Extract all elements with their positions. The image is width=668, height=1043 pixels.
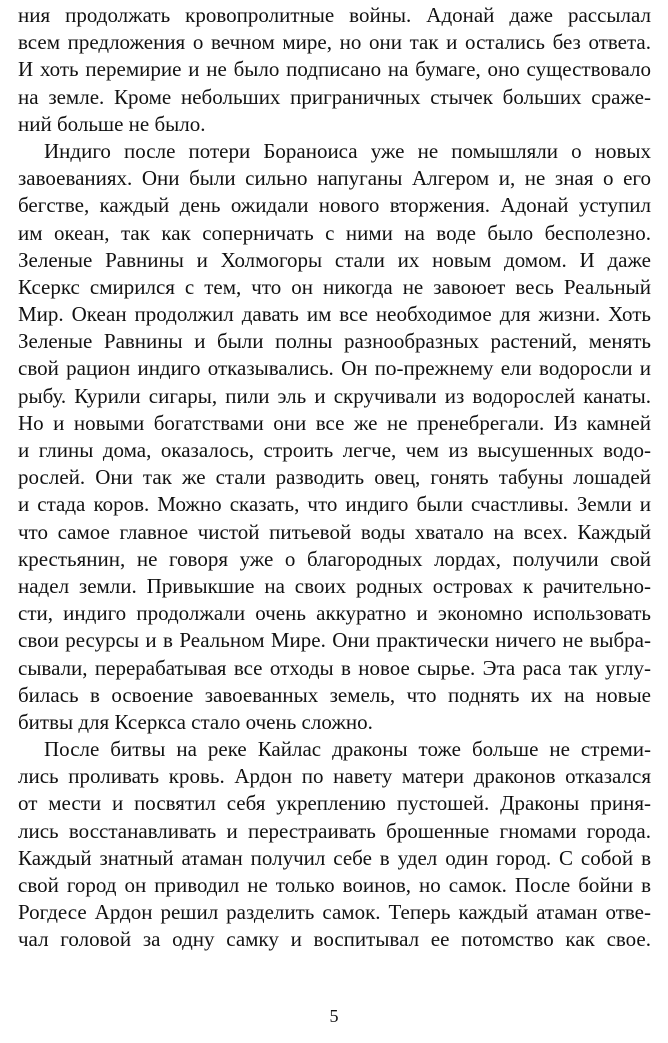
text-line: лись проливать кровь. Ардон по навету матери драконов отказался [18, 764, 651, 789]
paragraph [18, 138, 651, 736]
paragraph [18, 2, 651, 138]
text-line: рыбу. Курили сигары, пили эль и скручивали из водорослей канаты. [18, 383, 651, 408]
text-line: Ксеркс смирился с тем, что он никогда не завоюет весь Реальный [18, 274, 651, 299]
text-line: от мести и посвятил себя укреплению пустошей. Драконы приня- [18, 791, 651, 816]
text-line: битвы для Ксеркса стало очень сложно. [18, 709, 373, 734]
text-line: и глины дома, оказалось, строить легче, чем из высушенных водо- [18, 438, 651, 462]
text-line: всем предложения о вечном мире, но они так и остались без ответа. [18, 30, 651, 55]
text-line: свои ресурсы и в Реальном Мире. Они практически ничего не выбра- [18, 628, 651, 653]
text-line: сывали, перерабатывая все отходы в новое сырье. Эта раса так углу- [18, 655, 651, 680]
text-line: билась в освоение завоеванных земель, что поднять их на новые [18, 682, 651, 707]
text-line: крестьянин, не говоря уже о благородных лордах, получили свой [18, 546, 651, 571]
text-line: на земле. Кроме небольших приграничных стычек больших сраже- [18, 84, 651, 109]
text-line: бегстве, каждый день ожидали нового вторжения. Адонай уступил [18, 193, 651, 218]
text-line: После битвы на реке Кайлас драконы тоже больше не стреми- [44, 737, 651, 762]
page-body [18, 2, 651, 954]
text-line: Рогдесе Ардон решил разделить самок. Теперь каждый атаман отве- [18, 900, 651, 925]
text-line: сти, индиго продолжали очень аккуратно и экономно использовать [18, 601, 651, 626]
text-line: Зеленые Равнины и были полны разнообразных растений, менять [18, 329, 651, 354]
text-line: свой город он приводил не только воинов, но самок. После бойни в [18, 873, 651, 897]
text-line: ний больше не было. [18, 111, 206, 136]
text-line: что самое главное чистой питьевой воды хватало на всех. Каждый [18, 519, 651, 544]
text-line: чал головой за одну самку и воспитывал ее потомство как свое. [18, 927, 651, 952]
paragraph [18, 736, 651, 954]
text-line: И хоть перемирие и не было подписано на бумаге, оно существовало [18, 57, 651, 82]
text-line: лись восстанавливать и перестраивать брошенные гномами города. [18, 818, 651, 843]
text-line: Зеленые Равнины и Холмогоры стали их новым домом. И даже [18, 247, 651, 272]
text-line: завоеваниях. Они были сильно напуганы Алгером и, не зная о его [18, 166, 651, 191]
text-line: ния продолжать кровопролитные войны. Адонай даже рассылал [18, 3, 651, 27]
text-line: и стада коров. Можно сказать, что индиго были счастливы. Земли и [18, 492, 651, 517]
text-line: Мир. Океан продолжил давать им все необходимое для жизни. Хоть [18, 302, 651, 327]
text-line: рослей. Они так же стали разводить овец, гонять табуны лошадей [18, 465, 651, 490]
text-line: свой рацион индиго отказывались. Он по-прежнему ели водоросли и [18, 356, 651, 381]
text-line: Индиго после потери Бораноиса уже не помышляли о новых [44, 138, 651, 163]
text-line: надел земли. Привыкшие на своих родных островах к рачительно- [18, 573, 651, 598]
text-line: Но и новыми богатствами они все же не пренебрегали. Из камней [18, 410, 651, 435]
page-number: 5 [329, 1006, 339, 1026]
text-line: Каждый знатный атаман получил себе в удел один город. С собой в [18, 845, 651, 870]
text-line: им океан, так как соперничать с ними на воде было бесполезно. [18, 220, 651, 245]
